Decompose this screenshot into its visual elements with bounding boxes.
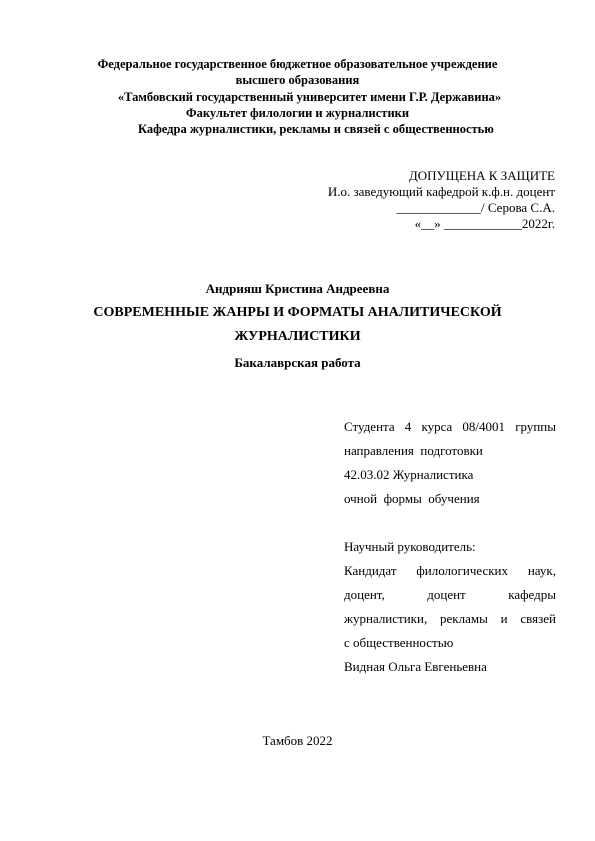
thesis-title-line-2: ЖУРНАЛИСТИКИ <box>234 329 361 344</box>
department-name: Кафедра журналистики, рекламы и связей с общественностью <box>138 122 494 136</box>
student-course-line: Студента 4 курса 08/4001 группы <box>344 419 556 434</box>
approval-date: «__» ____________2022г. <box>414 216 555 231</box>
supervisor-name: Видная Ольга Евгеньевна <box>344 659 487 674</box>
institution-line-1: Федеральное государственное бюджетное образовательное учреждение <box>97 57 498 71</box>
city-year: Тамбов 2022 <box>262 733 333 748</box>
supervisor-department-line: журналистики, рекламы и связей <box>344 611 556 626</box>
author-name: Андрияш Кристина Андреевна <box>205 281 390 296</box>
thesis-type: Бакалаврская работа <box>234 355 361 370</box>
faculty-name: Факультет филологии и журналистики <box>185 106 410 120</box>
student-direction-line: направления подготовки <box>344 443 483 458</box>
supervisor-degree-line: Кандидат филологических наук, <box>344 563 556 578</box>
supervisor-department-end: с общественностью <box>344 635 454 650</box>
supervisor-label: Научный руководитель: <box>344 539 476 554</box>
supervisor-position-line: доцент, доцент кафедры <box>344 587 556 602</box>
approval-position: И.о. заведующий кафедрой к.ф.н. доцент <box>327 184 555 199</box>
institution-line-2: высшего образования <box>235 73 360 87</box>
thesis-title-line-1: СОВРЕМЕННЫЕ ЖАНРЫ И ФОРМАТЫ АНАЛИТИЧЕСКОЙ <box>93 305 502 320</box>
student-info-block <box>344 419 556 719</box>
approval-title: ДОПУЩЕНА К ЗАЩИТЕ <box>408 168 555 183</box>
university-name: «Тамбовский государственный университет имени Г.Р. Державина» <box>117 90 502 104</box>
student-program-line: 42.03.02 Журналистика <box>344 467 474 482</box>
student-form-line: очной формы обучения <box>344 491 480 506</box>
approval-signature: _____________/ Серова С.А. <box>396 200 555 215</box>
